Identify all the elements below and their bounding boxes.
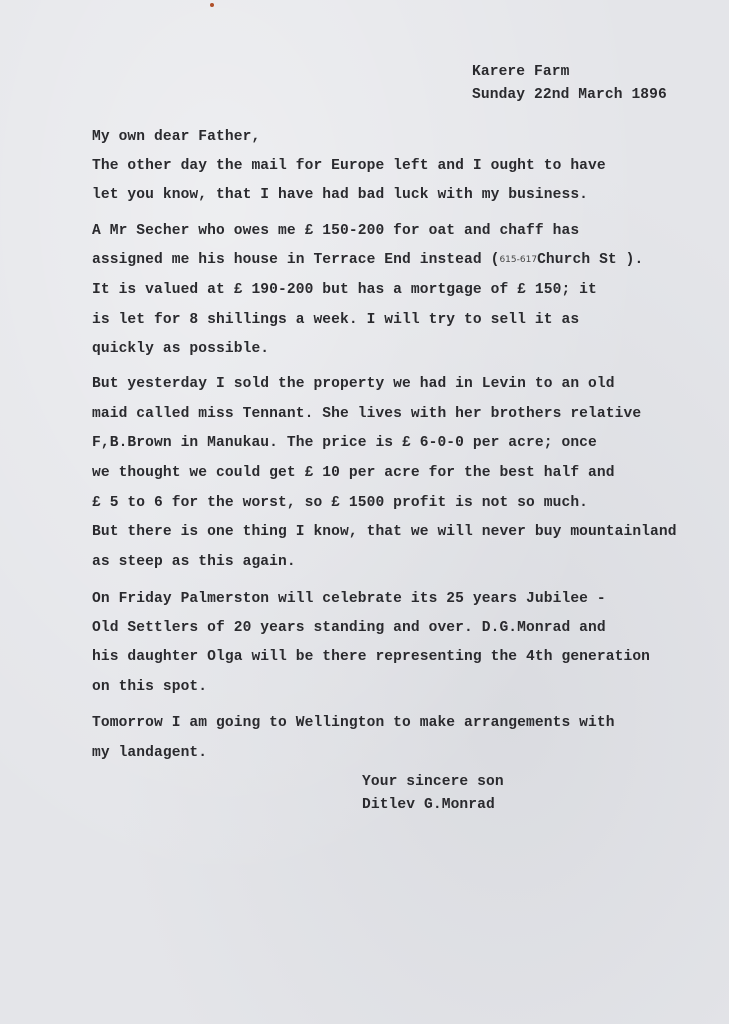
paragraph-1-line-2: let you know, that I have had bad luck with my business. xyxy=(92,187,589,203)
paragraph-3-line-3: F,B.Brown in Manukau. The price is £ 6-0-0 per acre; once xyxy=(92,435,597,451)
paragraph-3-line-5: £ 5 to 6 for the worst, so £ 1500 profit is not so much. xyxy=(92,495,589,511)
paragraph-1-line-1: The other day the mail for Europe left and I ought to have xyxy=(92,158,606,174)
signature: Ditlev G.Monrad xyxy=(362,797,495,813)
paragraph-2-line-1: A Mr Secher who owes me £ 150-200 for oat and chaff has xyxy=(92,223,580,239)
handwritten-address-note: 615-617 xyxy=(499,255,538,265)
paper-speck xyxy=(210,3,214,7)
valediction: Your sincere son xyxy=(362,774,504,790)
paragraph-2-line-4: is let for 8 shillings a week. I will try to sell it as xyxy=(92,312,580,328)
paragraph-3-line-7: as steep as this again. xyxy=(92,554,296,570)
paragraph-5-line-2: my landagent. xyxy=(92,745,208,761)
letter-place: Karere Farm xyxy=(472,64,570,80)
paragraph-2-line-2 xyxy=(92,251,643,269)
paragraph-2-line-2-end: Church St ). xyxy=(537,252,644,268)
paragraph-3-line-2: maid called miss Tennant. She lives with her brothers relative xyxy=(92,406,642,422)
paragraph-4-line-4: on this spot. xyxy=(92,679,208,695)
salutation: My own dear Father, xyxy=(92,129,261,145)
paragraph-2-line-3: It is valued at £ 190-200 but has a mortgage of £ 150; it xyxy=(92,282,597,298)
paragraph-4-line-1: On Friday Palmerston will celebrate its 25 years Jubilee - xyxy=(92,591,606,607)
letter-date: Sunday 22nd March 1896 xyxy=(472,87,667,103)
paragraph-5-line-1: Tomorrow I am going to Wellington to make arrangements with xyxy=(92,715,615,731)
paragraph-2-line-5: quickly as possible. xyxy=(92,341,270,357)
paragraph-3-line-1: But yesterday I sold the property we had in Levin to an old xyxy=(92,376,615,392)
paragraph-4-line-2: Old Settlers of 20 years standing and over. D.G.Monrad and xyxy=(92,620,606,636)
paragraph-4-line-3: his daughter Olga will be there representing the 4th generation xyxy=(92,649,651,665)
paragraph-3-line-6: But there is one thing I know, that we will never buy mountainland xyxy=(92,524,677,540)
paragraph-3-line-4: we thought we could get £ 10 per acre for the best half and xyxy=(92,465,615,481)
paragraph-2-line-2-text: assigned me his house in Terrace End instead ( xyxy=(92,252,500,268)
